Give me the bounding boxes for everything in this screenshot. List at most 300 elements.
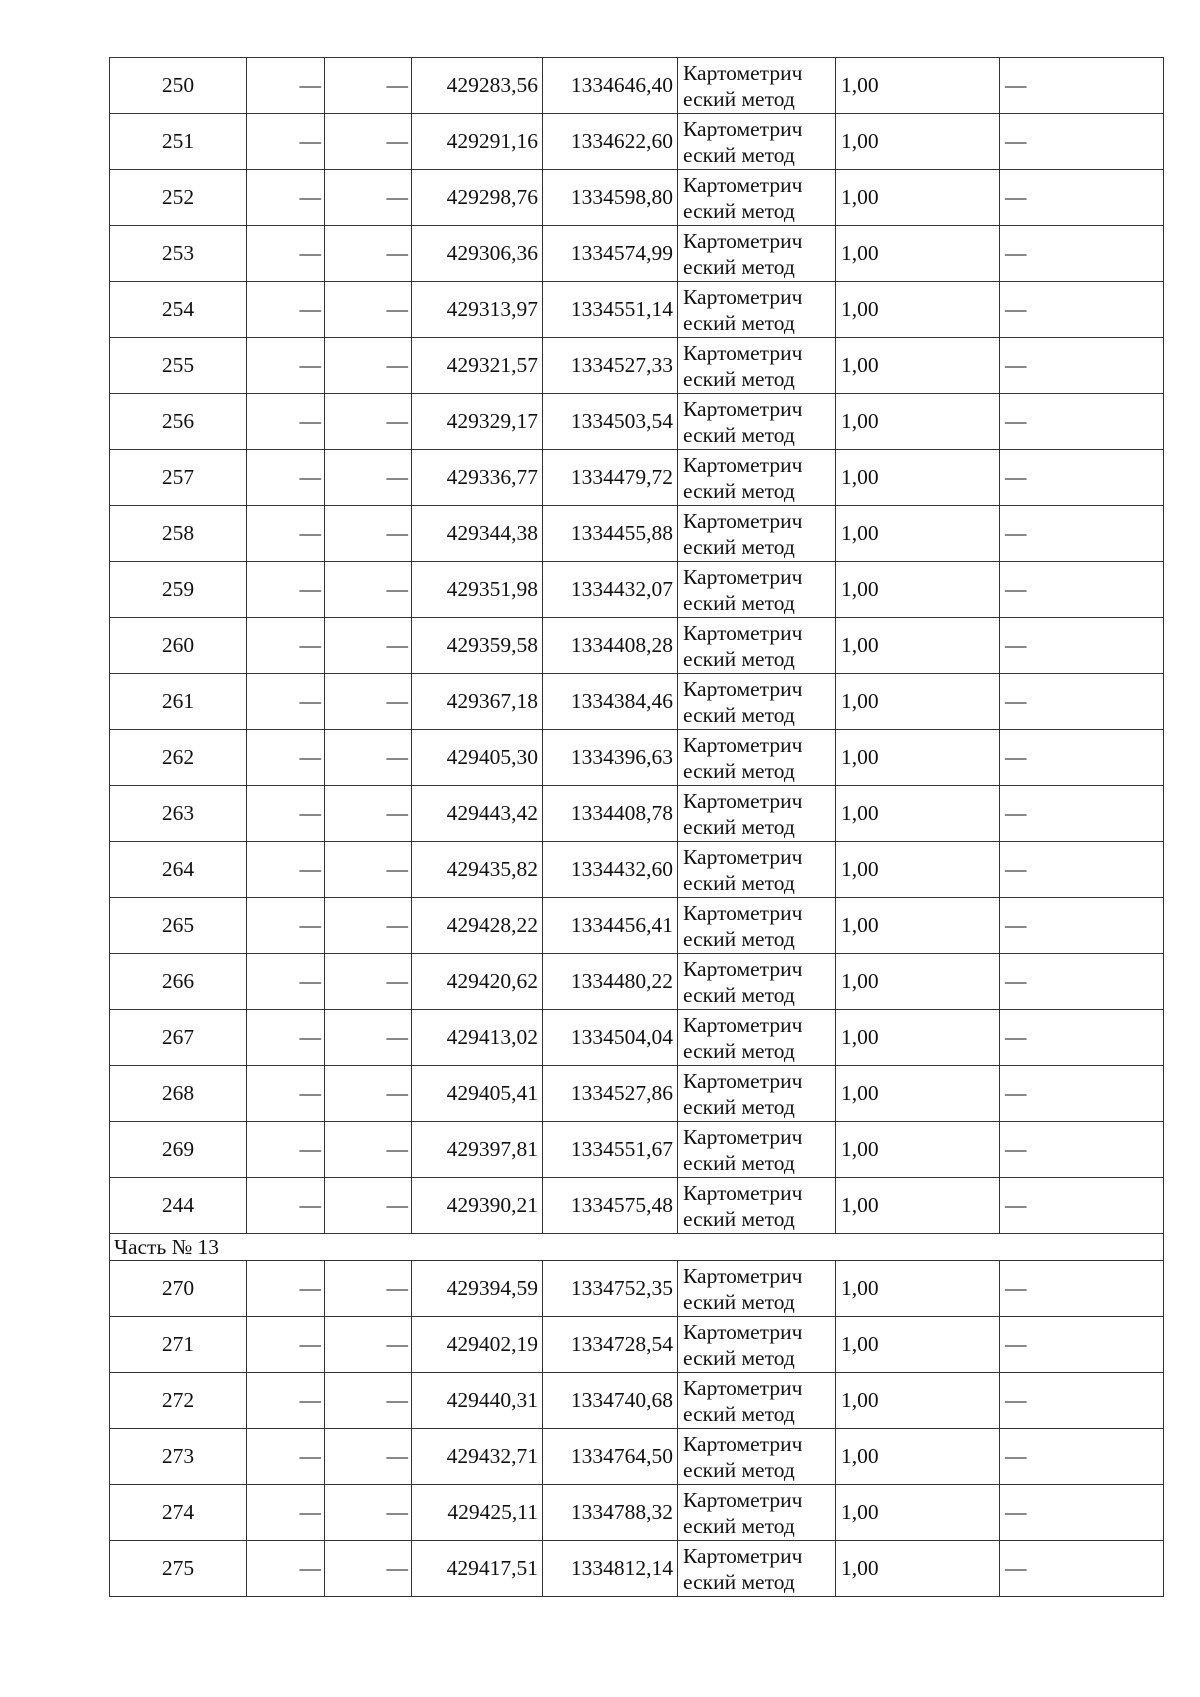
x-coordinate-cell: 429283,56 (412, 58, 543, 114)
table-row (110, 898, 1164, 954)
table-row (110, 282, 1164, 338)
description-cell: — (1000, 1066, 1164, 1122)
old-y-cell: — (325, 114, 412, 170)
accuracy-cell: 1,00 (836, 786, 1000, 842)
point-number-cell: 250 (110, 58, 247, 114)
x-coordinate-cell: 429432,71 (412, 1429, 543, 1485)
old-x-cell: — (247, 170, 325, 226)
method-cell (678, 114, 836, 170)
x-coordinate-cell: 429428,22 (412, 898, 543, 954)
x-coordinate-cell: 429367,18 (412, 674, 543, 730)
x-coordinate-cell: 429417,51 (412, 1541, 543, 1597)
point-number-cell: 271 (110, 1317, 247, 1373)
old-x-cell: — (247, 1317, 325, 1373)
old-y-cell: — (325, 562, 412, 618)
description-cell: — (1000, 1178, 1164, 1234)
y-coordinate-cell: 1334527,33 (543, 338, 678, 394)
y-coordinate-cell: 1334480,22 (543, 954, 678, 1010)
point-number-cell: 244 (110, 1178, 247, 1234)
table-row (110, 114, 1164, 170)
point-number-cell: 264 (110, 842, 247, 898)
method-cell (678, 618, 836, 674)
x-coordinate-cell: 429402,19 (412, 1317, 543, 1373)
y-coordinate-cell: 1334503,54 (543, 394, 678, 450)
method-line-1: Картометрич (683, 844, 803, 869)
method-cell (678, 898, 836, 954)
method-line-2: еский метод (683, 590, 795, 615)
x-coordinate-cell: 429298,76 (412, 170, 543, 226)
x-coordinate-cell: 429313,97 (412, 282, 543, 338)
method-line-1: Картометрич (683, 228, 803, 253)
accuracy-cell: 1,00 (836, 1541, 1000, 1597)
method-cell (678, 1373, 836, 1429)
method-cell (678, 1010, 836, 1066)
method-line-2: еский метод (683, 478, 795, 503)
table-row (110, 1066, 1164, 1122)
old-x-cell: — (247, 730, 325, 786)
accuracy-cell: 1,00 (836, 842, 1000, 898)
method-cell (678, 1066, 836, 1122)
y-coordinate-cell: 1334432,60 (543, 842, 678, 898)
table-row (110, 1010, 1164, 1066)
y-coordinate-cell: 1334788,32 (543, 1485, 678, 1541)
accuracy-cell: 1,00 (836, 506, 1000, 562)
table-body (110, 58, 1164, 1597)
y-coordinate-cell: 1334396,63 (543, 730, 678, 786)
y-coordinate-cell: 1334456,41 (543, 898, 678, 954)
method-line-2: еский метод (683, 926, 795, 951)
old-x-cell: — (247, 1178, 325, 1234)
table-row (110, 618, 1164, 674)
method-line-2: еский метод (683, 1206, 795, 1231)
coordinates-table (109, 57, 1164, 1597)
old-y-cell: — (325, 1261, 412, 1317)
old-x-cell: — (247, 674, 325, 730)
description-cell: — (1000, 786, 1164, 842)
old-x-cell: — (247, 1373, 325, 1429)
old-x-cell: — (247, 618, 325, 674)
method-line-1: Картометрич (683, 1124, 803, 1149)
old-y-cell: — (325, 1178, 412, 1234)
point-number-cell: 253 (110, 226, 247, 282)
method-line-2: еский метод (683, 1513, 795, 1538)
old-x-cell: — (247, 450, 325, 506)
method-cell (678, 282, 836, 338)
description-cell: — (1000, 730, 1164, 786)
old-y-cell: — (325, 954, 412, 1010)
method-line-2: еский метод (683, 982, 795, 1007)
table-row (110, 170, 1164, 226)
old-y-cell: — (325, 282, 412, 338)
old-x-cell: — (247, 1541, 325, 1597)
method-line-1: Картометрич (683, 116, 803, 141)
y-coordinate-cell: 1334622,60 (543, 114, 678, 170)
description-cell: — (1000, 450, 1164, 506)
point-number-cell: 269 (110, 1122, 247, 1178)
x-coordinate-cell: 429359,58 (412, 618, 543, 674)
accuracy-cell: 1,00 (836, 1066, 1000, 1122)
x-coordinate-cell: 429344,38 (412, 506, 543, 562)
method-cell (678, 954, 836, 1010)
method-cell (678, 1541, 836, 1597)
table-row (110, 1122, 1164, 1178)
accuracy-cell: 1,00 (836, 450, 1000, 506)
y-coordinate-cell: 1334408,28 (543, 618, 678, 674)
old-y-cell: — (325, 618, 412, 674)
description-cell: — (1000, 898, 1164, 954)
old-y-cell: — (325, 1066, 412, 1122)
y-coordinate-cell: 1334432,07 (543, 562, 678, 618)
old-x-cell: — (247, 506, 325, 562)
method-line-1: Картометрич (683, 284, 803, 309)
method-cell (678, 1122, 836, 1178)
y-coordinate-cell: 1334598,80 (543, 170, 678, 226)
old-x-cell: — (247, 954, 325, 1010)
x-coordinate-cell: 429306,36 (412, 226, 543, 282)
method-line-1: Картометрич (683, 1068, 803, 1093)
accuracy-cell: 1,00 (836, 898, 1000, 954)
point-number-cell: 251 (110, 114, 247, 170)
method-line-2: еский метод (683, 1401, 795, 1426)
x-coordinate-cell: 429413,02 (412, 1010, 543, 1066)
table-row (110, 450, 1164, 506)
table-row (110, 562, 1164, 618)
method-line-1: Картометрич (683, 1012, 803, 1037)
description-cell: — (1000, 114, 1164, 170)
point-number-cell: 265 (110, 898, 247, 954)
description-cell: — (1000, 394, 1164, 450)
old-x-cell: — (247, 114, 325, 170)
accuracy-cell: 1,00 (836, 1178, 1000, 1234)
point-number-cell: 257 (110, 450, 247, 506)
point-number-cell: 266 (110, 954, 247, 1010)
method-line-2: еский метод (683, 1094, 795, 1119)
old-y-cell: — (325, 1010, 412, 1066)
old-y-cell: — (325, 1485, 412, 1541)
method-line-1: Картометрич (683, 340, 803, 365)
description-cell: — (1000, 1010, 1164, 1066)
y-coordinate-cell: 1334646,40 (543, 58, 678, 114)
method-line-2: еский метод (683, 758, 795, 783)
table-row (110, 1317, 1164, 1373)
old-x-cell: — (247, 1485, 325, 1541)
old-y-cell: — (325, 1373, 412, 1429)
y-coordinate-cell: 1334551,14 (543, 282, 678, 338)
old-y-cell: — (325, 842, 412, 898)
table-row (110, 1541, 1164, 1597)
method-line-2: еский метод (683, 1289, 795, 1314)
method-line-1: Картометрич (683, 1431, 803, 1456)
method-cell (678, 562, 836, 618)
x-coordinate-cell: 429397,81 (412, 1122, 543, 1178)
point-number-cell: 255 (110, 338, 247, 394)
old-y-cell: — (325, 506, 412, 562)
y-coordinate-cell: 1334575,48 (543, 1178, 678, 1234)
method-cell (678, 842, 836, 898)
old-y-cell: — (325, 730, 412, 786)
method-cell (678, 1261, 836, 1317)
method-line-1: Картометрич (683, 1263, 803, 1288)
old-y-cell: — (325, 226, 412, 282)
method-cell (678, 1485, 836, 1541)
old-y-cell: — (325, 674, 412, 730)
method-line-1: Картометрич (683, 172, 803, 197)
table-row (110, 338, 1164, 394)
y-coordinate-cell: 1334740,68 (543, 1373, 678, 1429)
table-row (110, 786, 1164, 842)
description-cell: — (1000, 282, 1164, 338)
method-cell (678, 786, 836, 842)
x-coordinate-cell: 429351,98 (412, 562, 543, 618)
point-number-cell: 267 (110, 1010, 247, 1066)
old-y-cell: — (325, 450, 412, 506)
method-cell (678, 226, 836, 282)
accuracy-cell: 1,00 (836, 114, 1000, 170)
description-cell: — (1000, 170, 1164, 226)
method-line-1: Картометрич (683, 1319, 803, 1344)
accuracy-cell: 1,00 (836, 1373, 1000, 1429)
x-coordinate-cell: 429425,11 (412, 1485, 543, 1541)
method-line-2: еский метод (683, 310, 795, 335)
method-line-1: Картометрич (683, 1375, 803, 1400)
method-cell (678, 394, 836, 450)
old-y-cell: — (325, 1122, 412, 1178)
method-line-1: Картометрич (683, 900, 803, 925)
old-y-cell: — (325, 170, 412, 226)
y-coordinate-cell: 1334728,54 (543, 1317, 678, 1373)
y-coordinate-cell: 1334574,99 (543, 226, 678, 282)
method-line-2: еский метод (683, 1038, 795, 1063)
method-line-2: еский метод (683, 870, 795, 895)
old-y-cell: — (325, 338, 412, 394)
table-row (110, 1429, 1164, 1485)
method-line-1: Картометрич (683, 1180, 803, 1205)
old-x-cell: — (247, 1261, 325, 1317)
point-number-cell: 260 (110, 618, 247, 674)
description-cell: — (1000, 954, 1164, 1010)
old-y-cell: — (325, 786, 412, 842)
point-number-cell: 261 (110, 674, 247, 730)
point-number-cell: 270 (110, 1261, 247, 1317)
section-header-row (110, 1234, 1164, 1261)
method-line-2: еский метод (683, 534, 795, 559)
x-coordinate-cell: 429394,59 (412, 1261, 543, 1317)
table-row (110, 1485, 1164, 1541)
section-title: Часть № 13 (110, 1234, 1164, 1261)
x-coordinate-cell: 429329,17 (412, 394, 543, 450)
x-coordinate-cell: 429291,16 (412, 114, 543, 170)
method-line-1: Картометрич (683, 620, 803, 645)
old-x-cell: — (247, 898, 325, 954)
y-coordinate-cell: 1334812,14 (543, 1541, 678, 1597)
accuracy-cell: 1,00 (836, 1261, 1000, 1317)
description-cell: — (1000, 1429, 1164, 1485)
x-coordinate-cell: 429435,82 (412, 842, 543, 898)
method-cell (678, 58, 836, 114)
description-cell: — (1000, 842, 1164, 898)
method-line-2: еский метод (683, 366, 795, 391)
method-cell (678, 730, 836, 786)
accuracy-cell: 1,00 (836, 562, 1000, 618)
accuracy-cell: 1,00 (836, 730, 1000, 786)
point-number-cell: 254 (110, 282, 247, 338)
description-cell: — (1000, 1122, 1164, 1178)
accuracy-cell: 1,00 (836, 394, 1000, 450)
method-cell (678, 450, 836, 506)
old-y-cell: — (325, 898, 412, 954)
old-x-cell: — (247, 1429, 325, 1485)
description-cell: — (1000, 506, 1164, 562)
description-cell: — (1000, 226, 1164, 282)
accuracy-cell: 1,00 (836, 282, 1000, 338)
description-cell: — (1000, 1261, 1164, 1317)
point-number-cell: 275 (110, 1541, 247, 1597)
point-number-cell: 256 (110, 394, 247, 450)
description-cell: — (1000, 1317, 1164, 1373)
accuracy-cell: 1,00 (836, 954, 1000, 1010)
description-cell: — (1000, 58, 1164, 114)
point-number-cell: 263 (110, 786, 247, 842)
accuracy-cell: 1,00 (836, 338, 1000, 394)
method-line-2: еский метод (683, 702, 795, 727)
old-y-cell: — (325, 1541, 412, 1597)
description-cell: — (1000, 674, 1164, 730)
description-cell: — (1000, 618, 1164, 674)
method-cell (678, 1317, 836, 1373)
method-cell (678, 338, 836, 394)
old-x-cell: — (247, 58, 325, 114)
table-row (110, 674, 1164, 730)
old-x-cell: — (247, 1066, 325, 1122)
table-row (110, 226, 1164, 282)
old-x-cell: — (247, 338, 325, 394)
method-cell (678, 1178, 836, 1234)
method-line-2: еский метод (683, 1345, 795, 1370)
table-row (110, 1261, 1164, 1317)
old-x-cell: — (247, 786, 325, 842)
x-coordinate-cell: 429443,42 (412, 786, 543, 842)
y-coordinate-cell: 1334551,67 (543, 1122, 678, 1178)
method-line-1: Картометрич (683, 452, 803, 477)
x-coordinate-cell: 429420,62 (412, 954, 543, 1010)
y-coordinate-cell: 1334527,86 (543, 1066, 678, 1122)
method-line-2: еский метод (683, 422, 795, 447)
accuracy-cell: 1,00 (836, 674, 1000, 730)
old-y-cell: — (325, 394, 412, 450)
table-row (110, 506, 1164, 562)
method-cell (678, 506, 836, 562)
accuracy-cell: 1,00 (836, 170, 1000, 226)
method-line-1: Картометрич (683, 1487, 803, 1512)
old-x-cell: — (247, 282, 325, 338)
y-coordinate-cell: 1334408,78 (543, 786, 678, 842)
point-number-cell: 274 (110, 1485, 247, 1541)
y-coordinate-cell: 1334479,72 (543, 450, 678, 506)
table-row (110, 954, 1164, 1010)
point-number-cell: 259 (110, 562, 247, 618)
x-coordinate-cell: 429390,21 (412, 1178, 543, 1234)
description-cell: — (1000, 338, 1164, 394)
accuracy-cell: 1,00 (836, 1122, 1000, 1178)
table-row (110, 730, 1164, 786)
method-line-2: еский метод (683, 1150, 795, 1175)
point-number-cell: 268 (110, 1066, 247, 1122)
point-number-cell: 258 (110, 506, 247, 562)
x-coordinate-cell: 429405,30 (412, 730, 543, 786)
old-x-cell: — (247, 226, 325, 282)
y-coordinate-cell: 1334764,50 (543, 1429, 678, 1485)
point-number-cell: 273 (110, 1429, 247, 1485)
method-line-2: еский метод (683, 198, 795, 223)
old-x-cell: — (247, 842, 325, 898)
table-row (110, 842, 1164, 898)
method-line-1: Картометрич (683, 564, 803, 589)
accuracy-cell: 1,00 (836, 1317, 1000, 1373)
accuracy-cell: 1,00 (836, 58, 1000, 114)
method-line-1: Картометрич (683, 788, 803, 813)
description-cell: — (1000, 1541, 1164, 1597)
method-line-2: еский метод (683, 1569, 795, 1594)
y-coordinate-cell: 1334752,35 (543, 1261, 678, 1317)
old-y-cell: — (325, 1429, 412, 1485)
point-number-cell: 262 (110, 730, 247, 786)
method-line-1: Картометрич (683, 676, 803, 701)
y-coordinate-cell: 1334504,04 (543, 1010, 678, 1066)
table-row (110, 1178, 1164, 1234)
description-cell: — (1000, 562, 1164, 618)
table-row (110, 58, 1164, 114)
method-line-1: Картометрич (683, 1543, 803, 1568)
old-x-cell: — (247, 1122, 325, 1178)
old-x-cell: — (247, 1010, 325, 1066)
accuracy-cell: 1,00 (836, 1429, 1000, 1485)
accuracy-cell: 1,00 (836, 226, 1000, 282)
method-line-1: Картометрич (683, 508, 803, 533)
method-line-2: еский метод (683, 646, 795, 671)
method-line-2: еский метод (683, 142, 795, 167)
old-x-cell: — (247, 394, 325, 450)
x-coordinate-cell: 429440,31 (412, 1373, 543, 1429)
point-number-cell: 272 (110, 1373, 247, 1429)
method-cell (678, 674, 836, 730)
method-line-2: еский метод (683, 254, 795, 279)
method-line-2: еский метод (683, 1457, 795, 1482)
description-cell: — (1000, 1373, 1164, 1429)
method-line-1: Картометрич (683, 732, 803, 757)
x-coordinate-cell: 429321,57 (412, 338, 543, 394)
point-number-cell: 252 (110, 170, 247, 226)
method-cell (678, 1429, 836, 1485)
table-row (110, 1373, 1164, 1429)
accuracy-cell: 1,00 (836, 1010, 1000, 1066)
old-y-cell: — (325, 58, 412, 114)
x-coordinate-cell: 429405,41 (412, 1066, 543, 1122)
method-line-1: Картометрич (683, 60, 803, 85)
y-coordinate-cell: 1334455,88 (543, 506, 678, 562)
x-coordinate-cell: 429336,77 (412, 450, 543, 506)
method-line-2: еский метод (683, 86, 795, 111)
old-x-cell: — (247, 562, 325, 618)
method-line-1: Картометрич (683, 956, 803, 981)
old-y-cell: — (325, 1317, 412, 1373)
y-coordinate-cell: 1334384,46 (543, 674, 678, 730)
method-line-2: еский метод (683, 814, 795, 839)
description-cell: — (1000, 1485, 1164, 1541)
table-row (110, 394, 1164, 450)
method-line-1: Картометрич (683, 396, 803, 421)
accuracy-cell: 1,00 (836, 618, 1000, 674)
method-cell (678, 170, 836, 226)
